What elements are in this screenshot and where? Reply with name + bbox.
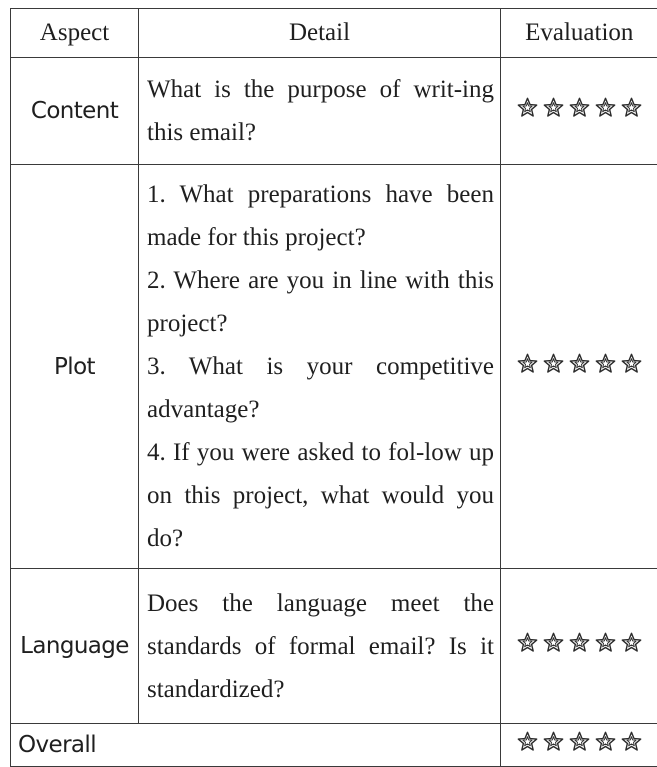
detail-cell — [139, 569, 501, 724]
star-icon — [621, 353, 642, 374]
star-icon — [543, 731, 564, 752]
evaluation-rubric-table — [10, 8, 657, 767]
detail-text: Does the language meet the standards of formal email? Is it standardized? — [147, 582, 494, 711]
evaluation-cell — [501, 724, 657, 767]
star-icon — [595, 731, 616, 752]
star-icon — [543, 353, 564, 374]
detail-question: 4. If you were asked to fol-low up on this project, what would you do? — [147, 431, 494, 560]
detail-text: What is the purpose of writ-ing this email? — [147, 68, 494, 154]
star-icon — [621, 97, 642, 118]
detail-cell — [139, 58, 501, 165]
header-detail: Detail — [139, 9, 501, 58]
star-icon — [569, 632, 590, 653]
star-icon — [517, 97, 538, 118]
star-icon — [595, 97, 616, 118]
star-icon — [621, 731, 642, 752]
star-icon — [569, 353, 590, 374]
star-icon — [595, 353, 616, 374]
star-icon — [517, 353, 538, 374]
aspect-label: Language — [11, 569, 139, 724]
star-rating — [517, 731, 642, 752]
star-icon — [517, 731, 538, 752]
header-evaluation: Evaluation — [501, 9, 657, 58]
star-rating — [517, 97, 642, 118]
evaluation-cell — [501, 58, 657, 165]
star-rating — [517, 353, 642, 374]
header-row — [11, 9, 657, 58]
overall-row — [11, 724, 657, 767]
overall-label: Overall — [11, 724, 501, 767]
evaluation-cell — [501, 165, 657, 569]
aspect-label: Plot — [11, 165, 139, 569]
star-icon — [569, 731, 590, 752]
star-icon — [621, 632, 642, 653]
detail-question: 3. What is your competitive advantage? — [147, 345, 494, 431]
detail-cell — [139, 165, 501, 569]
aspect-label: Content — [11, 58, 139, 165]
star-icon — [569, 97, 590, 118]
header-aspect: Aspect — [11, 9, 139, 58]
table-row — [11, 165, 657, 569]
table-row — [11, 569, 657, 724]
table-row — [11, 58, 657, 165]
detail-question: 1. What preparations have been made for this project? — [147, 173, 494, 259]
star-icon — [543, 632, 564, 653]
evaluation-cell — [501, 569, 657, 724]
star-icon — [595, 632, 616, 653]
star-icon — [543, 97, 564, 118]
star-rating — [517, 632, 642, 653]
detail-question: 2. Where are you in line with this project? — [147, 259, 494, 345]
star-icon — [517, 632, 538, 653]
